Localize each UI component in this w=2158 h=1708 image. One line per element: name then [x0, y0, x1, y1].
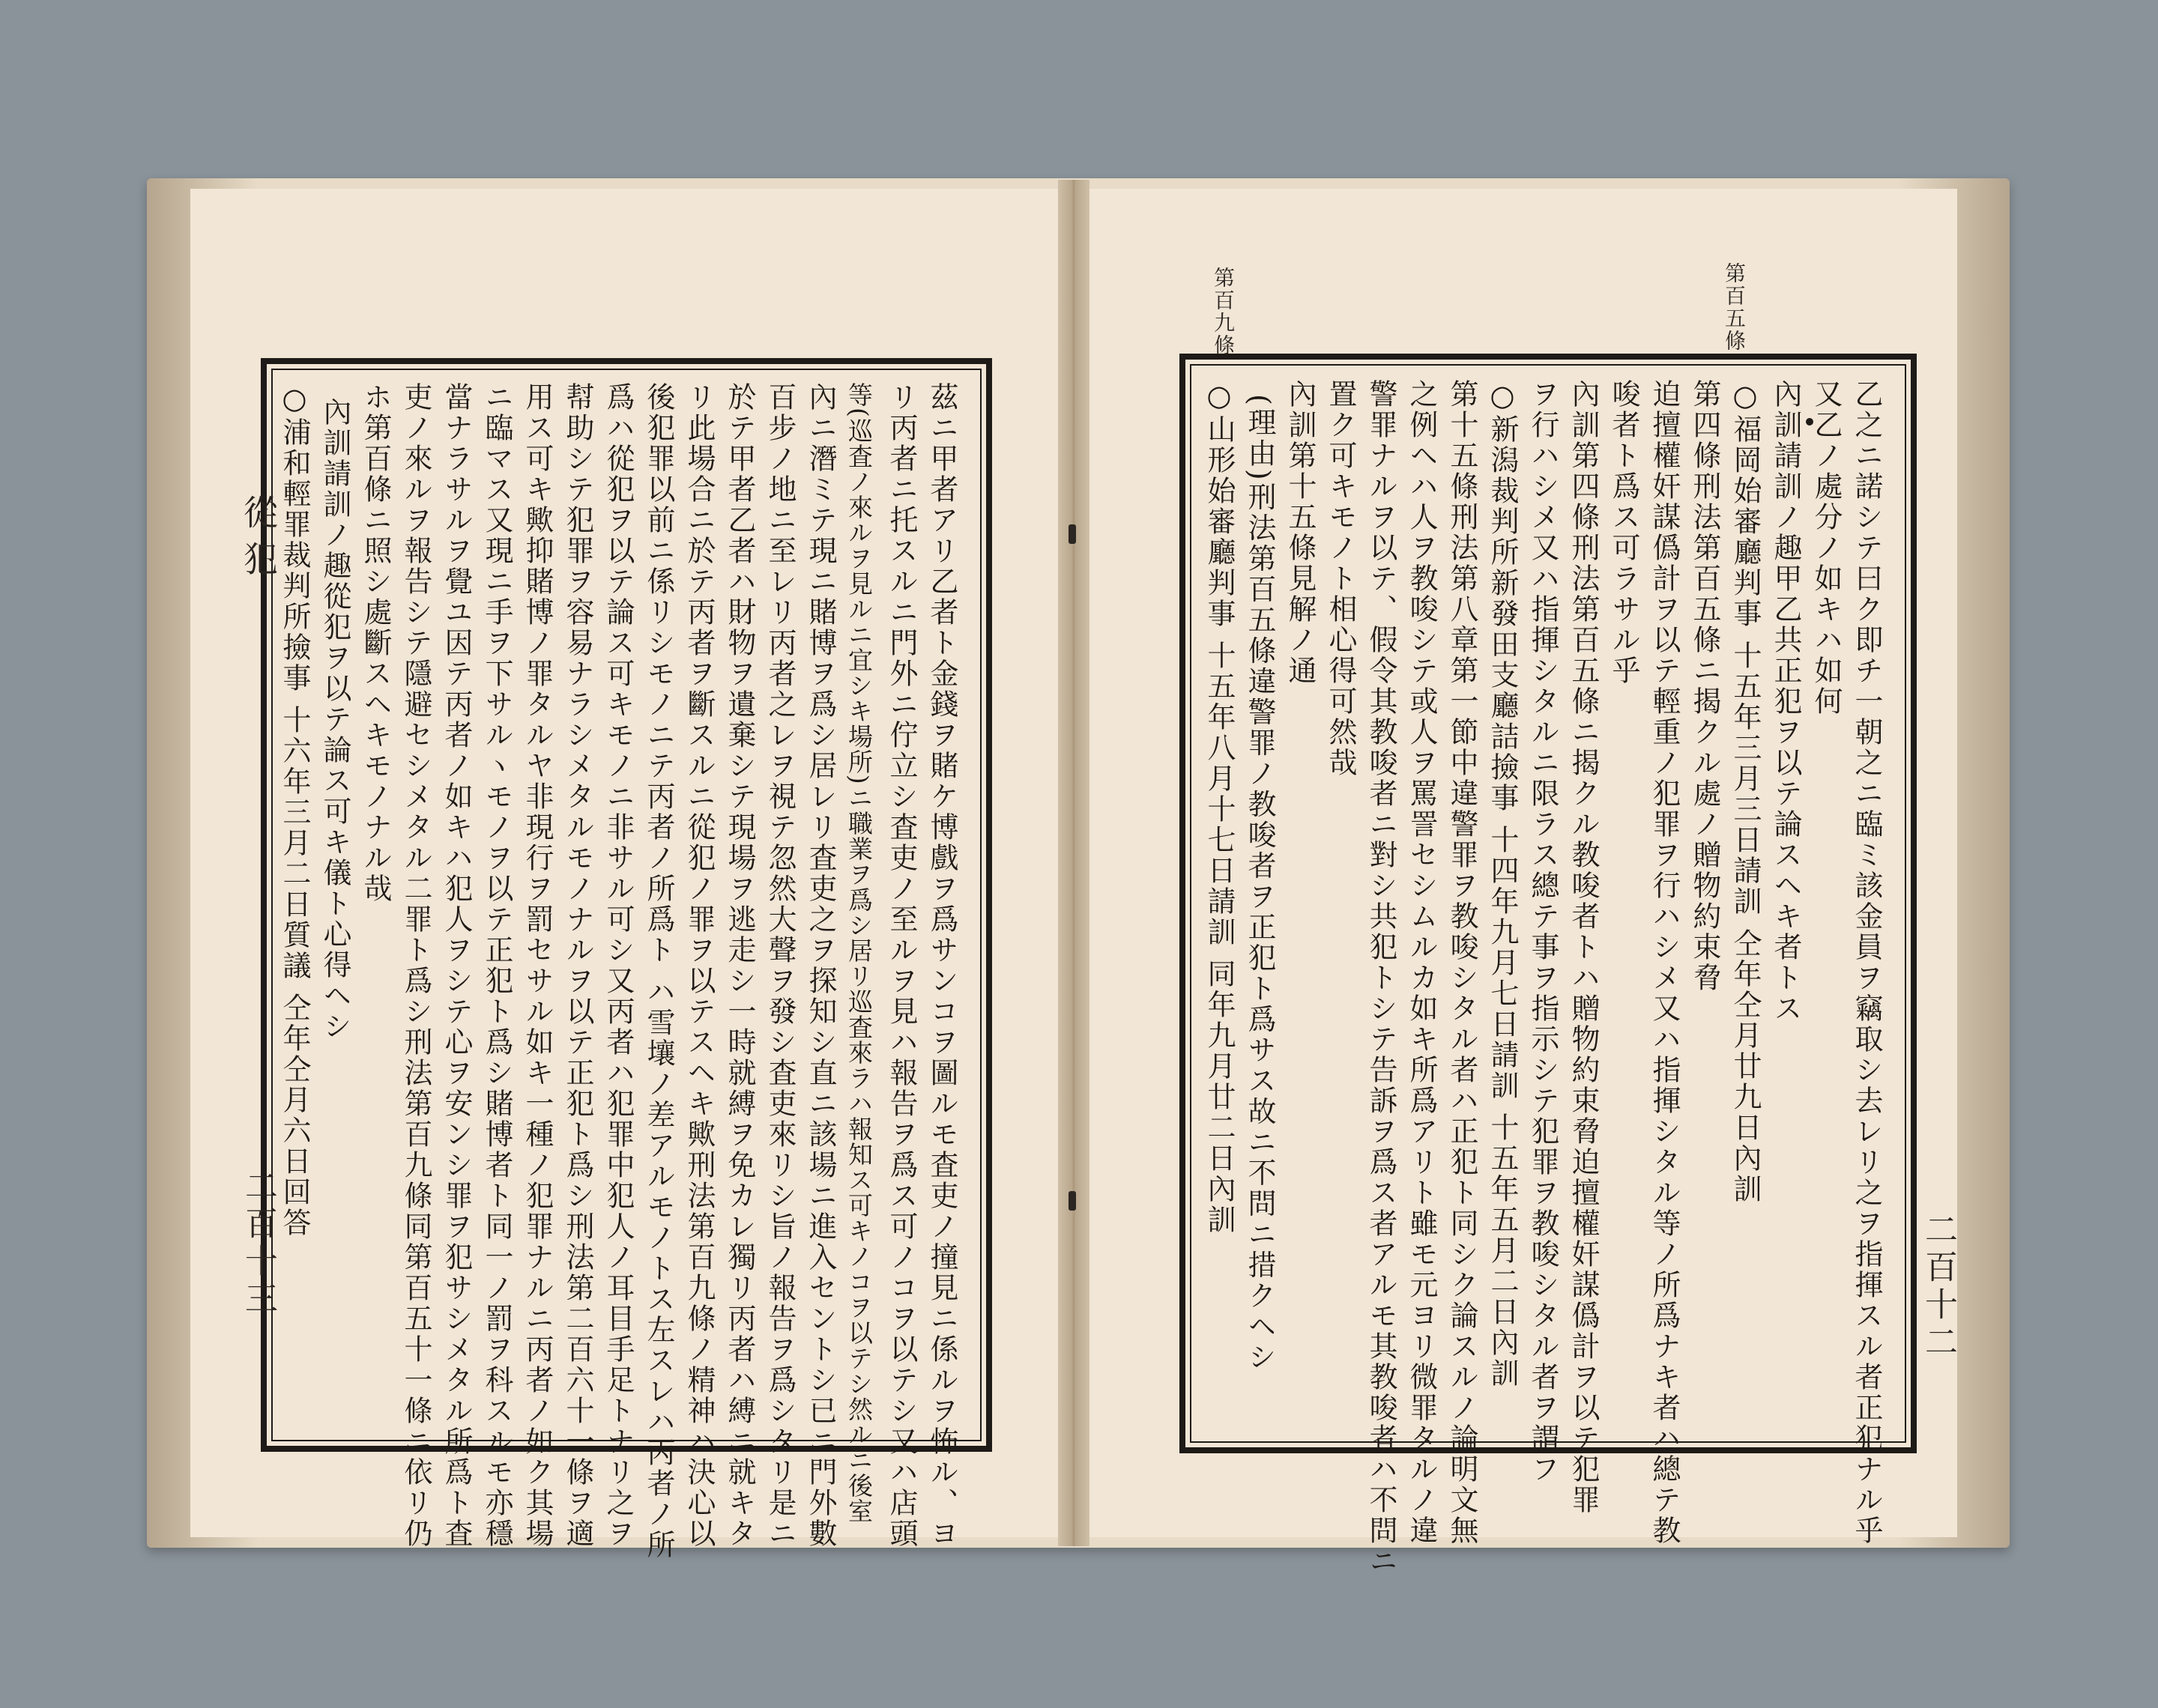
- text-column: 乙之ニ諾シテ曰ク即チ一朝之ニ臨ミ該金員ヲ竊取シ去レリ之ヲ指揮スル者正犯ナル乎: [1850, 379, 1883, 1546]
- text-column: 內ニ潛ミテ現ニ賭博ヲ爲シ居レリ査吏之ヲ探知シ直ニ該場ニ進入セントシ已ニ門外數: [804, 382, 837, 1549]
- text-column: 第十五條刑法第八章第一節中違警罪ヲ教唆シタル者ハ正犯ト同シク論スルノ論明文無: [1445, 379, 1478, 1546]
- binding-stitch: [1069, 1191, 1076, 1211]
- text-column: 於テ甲者乙者ハ財物ヲ遺棄シテ現場ヲ逃走シ一時就縛ヲ免カレ獨リ丙者ハ縛ニ就キタ: [723, 382, 756, 1549]
- text-column: リ此場合ニ於テ丙者ヲ斷スルニ從犯ノ罪ヲ以テスヘキ歟刑法第百九條ノ精神ハ決心以: [683, 382, 716, 1549]
- text-column: ヲ行ハシメ又ハ指揮シタルニ限ラス總テ事ヲ指示シテ犯罪ヲ教唆シタル者ヲ謂フ: [1526, 379, 1559, 1485]
- text-column: 之例ヘハ人ヲ教唆シテ或人ヲ罵詈セシムルカ如キ所爲アリト雖モ元ヨリ微罪タルノ違: [1405, 379, 1438, 1546]
- text-column: 內訓第十五條見解ノ通: [1284, 379, 1317, 686]
- text-column: ○山形始審廳判事 十五年八月十七日請訓 同年九月廿二日內訓: [1203, 379, 1236, 1236]
- text-column: 當ナラサルヲ覺ユ因テ丙者ノ如キハ犯人ヲシテ心ヲ安ンシ罪ヲ犯サシメタル所爲ト査: [440, 382, 473, 1549]
- book-gutter: [1058, 180, 1089, 1546]
- text-column: 內訓第四條刑法第百五條ニ揭クル教唆者トハ贈物約束脅迫擅權奸謀僞計ヲ以テ犯罪: [1567, 379, 1600, 1515]
- text-column: 迫擅權奸謀僞計ヲ以テ輕重ノ犯罪ヲ行ハシメ又ハ指揮シタル等ノ所爲ナキ者ハ總テ教: [1648, 379, 1681, 1546]
- text-column: (理由)刑法第百五條違警罪ノ教唆者ヲ正犯ト爲サス故ニ不問ニ措クヘシ: [1243, 394, 1276, 1373]
- binding-stitch: [1069, 524, 1076, 544]
- text-column: ○新潟裁判所新發田支廳詰撿事 十四年九月七日請訓 十五年五月二日內訓: [1486, 379, 1519, 1390]
- article-marker: 第百九條: [1211, 267, 1236, 357]
- text-column: 唆者ト爲ス可ラサル乎: [1607, 379, 1640, 686]
- text-column: ニ臨マス又現ニ手ヲ下サルヽモノヲ以テ正犯ト爲シ賭博者ト同一ノ罰ヲ科スルモ亦穩: [480, 382, 513, 1549]
- running-title: 從犯: [238, 494, 279, 587]
- text-column: 內訓請訓ノ趣從犯ヲ以テ論ス可キ儀ト心得ヘシ: [318, 397, 351, 1042]
- text-column: ホ第百條ニ照シ處斷スヘキモノナル哉: [359, 382, 392, 904]
- text-column: 置ク可キモノト相心得可然哉: [1324, 379, 1357, 778]
- page-number-left: 二百十三: [239, 1169, 277, 1318]
- text-column: ○浦和輕罪裁判所撿事 十六年三月二日質議 仝年仝月六日回答: [278, 382, 311, 1239]
- text-column: 第四條刑法第百五條ニ揭クル處ノ贈物約束脅: [1688, 379, 1721, 993]
- text-column: 百步ノ地ニ至レリ丙者之レヲ視テ忽然大聲ヲ發シ査吏來リシ旨ノ報告ヲ爲シタリ是ニ: [764, 382, 797, 1549]
- text-column: 等(巡査ノ來ルヲ見ルニ宜シキ場所)ニ職業ヲ爲シ居リ巡査來ラハ報知ス可キノコヲ以テシ然ルニ後室: [844, 382, 874, 1524]
- text-column: ○福岡始審廳判事 十五年三月三日請訓 仝年仝月廿九日內訓: [1729, 379, 1762, 1205]
- page-number-right: 二百十二: [1919, 1212, 1957, 1362]
- text-column: 警罪ナルヲ以テ、假令其教唆者ニ對シ共犯トシテ告訴ヲ爲ス者アルモ其教唆者ハ不問ニ: [1364, 379, 1397, 1577]
- text-column: 用ス可キ歟抑賭博ノ罪タルヤ非現行ヲ罰セサル如キ一種ノ犯罪ナルニ丙者ノ如ク其場: [521, 382, 554, 1549]
- text-column: 吏ノ來ルヲ報告シテ隱避セシメタル二罪ト爲シ刑法第百九條同第百五十一條ニ依リ仍: [399, 382, 432, 1549]
- text-column: 後犯罪以前ニ係リシモノニテ丙者ノ所爲ト ハ雪壤ノ差アルモノトス左スレハ丙者ノ所: [642, 382, 675, 1561]
- text-column: 內訓請訓ノ趣甲乙共正犯ヲ以テ論スヘキ者トス: [1769, 379, 1802, 1024]
- article-marker: 第百五條: [1722, 262, 1747, 352]
- text-column: 幇助シテ犯罪ヲ容易ナラシメタルモノナルヲ以テ正犯ト爲シ刑法第二百六十一條ヲ適: [561, 382, 594, 1549]
- text-column: リ丙者ニ托スルニ門外ニ佇立シ査吏ノ至ルヲ見ハ報告ヲ爲ス可ノコヲ以テシ又ハ店頭: [885, 382, 918, 1549]
- text-column: 爲ハ從犯ヲ以テ論ス可キモノニ非サル可シ又丙者ハ犯罪中犯人ノ耳目手足トナリ之ヲ: [602, 382, 635, 1549]
- text-column: 茲ニ甲者アリ乙者ト金錢ヲ賭ケ博戲ヲ爲サンコヲ圖ルモ査吏ノ撞見ニ係ルヲ怖ル、ヨ: [925, 382, 958, 1549]
- text-column: 又乙ノ處分ノ如キハ如何: [1810, 379, 1843, 717]
